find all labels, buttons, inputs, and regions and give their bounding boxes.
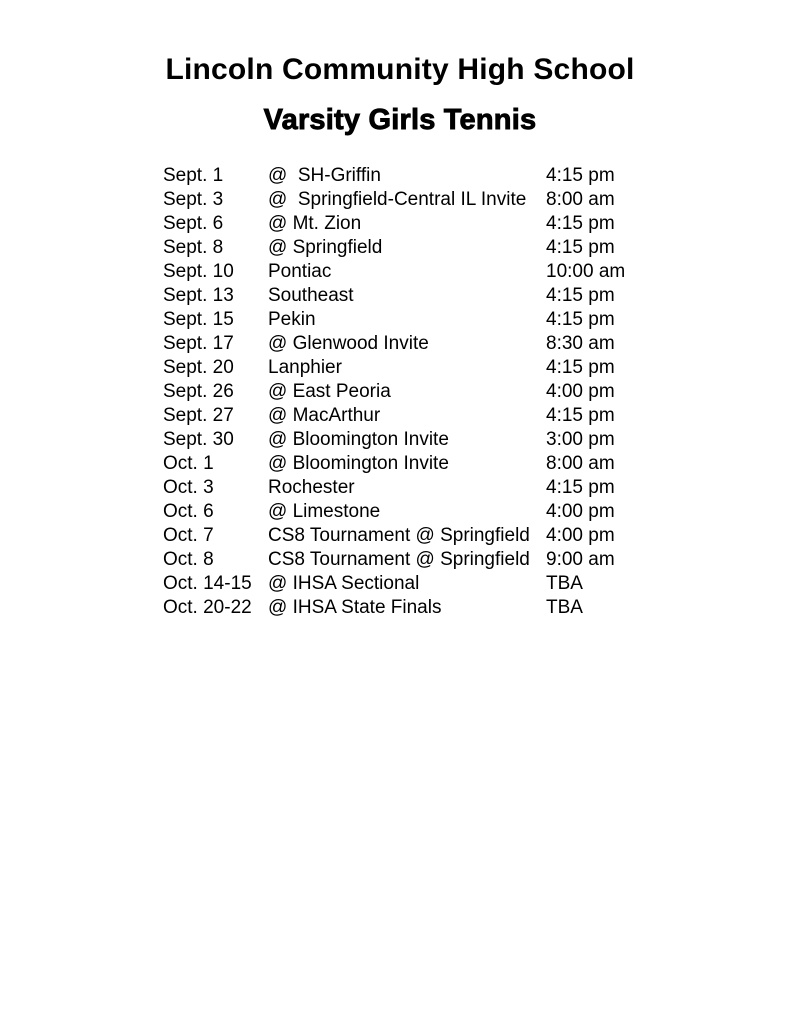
table-row [163,284,625,308]
date-cell: Sept. 10 [163,261,234,282]
time-cell: 4:15 pm [546,165,615,186]
time-cell: TBA [546,597,583,618]
date-cell: Sept. 3 [163,189,224,210]
table-row [163,260,625,284]
table-row [163,428,625,452]
table-row [163,236,625,260]
date-cell: Sept. 17 [163,333,234,354]
time-cell: 4:15 pm [546,285,615,306]
time-cell: 4:15 pm [546,405,615,426]
time-cell: 4:15 pm [546,213,615,234]
page-subtitle: Varsity Girls Tennis [263,104,537,136]
date-cell: Oct. 6 [163,501,214,522]
table-row [163,308,625,332]
time-cell: 8:00 am [546,189,615,210]
opponent-cell: @ Springfield-Central IL Invite [268,189,527,210]
time-cell: 4:15 pm [546,237,615,258]
opponent-cell: @ Bloomington Invite [268,429,449,450]
table-row [163,596,625,620]
page-title: Lincoln Community High School [165,53,635,86]
opponent-cell: @ Glenwood Invite [268,333,429,354]
opponent-cell: @ IHSA Sectional [268,573,420,594]
table-row [163,548,625,572]
table-row [163,188,625,212]
opponent-cell: @ East Peoria [268,381,391,402]
opponent-cell: Pekin [268,309,316,330]
table-row [163,332,625,356]
opponent-cell: @ SH-Griffin [268,165,381,186]
table-row [163,524,625,548]
opponent-cell: @ Mt. Zion [268,213,362,234]
table-row [163,572,625,596]
table-row [163,164,625,188]
time-cell: 4:15 pm [546,357,615,378]
time-cell: 9:00 am [546,549,615,570]
date-cell: Oct. 7 [163,525,214,546]
table-row [163,356,625,380]
opponent-cell: @ Limestone [268,501,381,522]
date-cell: Sept. 15 [163,309,234,330]
date-cell: Sept. 26 [163,381,234,402]
date-cell: Sept. 8 [163,237,224,258]
opponent-cell: Lanphier [268,357,342,378]
opponent-cell: @ IHSA State Finals [268,597,442,618]
opponent-cell: CS8 Tournament @ Springfield [268,549,530,570]
time-cell: 8:00 am [546,453,615,474]
table-row [163,212,625,236]
schedule-table [163,164,625,620]
date-cell: Sept. 27 [163,405,234,426]
time-cell: 4:15 pm [546,309,615,330]
time-cell: 4:00 pm [546,381,615,402]
opponent-cell: @ Bloomington Invite [268,453,449,474]
opponent-cell: CS8 Tournament @ Springfield [268,525,530,546]
date-cell: Sept. 20 [163,357,234,378]
date-cell: Oct. 3 [163,477,214,498]
time-cell: TBA [546,573,583,594]
time-cell: 4:00 pm [546,501,615,522]
time-cell: 8:30 am [546,333,615,354]
time-cell: 10:00 am [546,261,626,282]
time-cell: 4:00 pm [546,525,615,546]
date-cell: Oct. 1 [163,453,214,474]
table-row [163,380,625,404]
table-row [163,452,625,476]
table-row [163,500,625,524]
opponent-cell: @ MacArthur [268,405,381,426]
date-cell: Oct. 20-22 [163,597,252,618]
date-cell: Sept. 30 [163,429,234,450]
date-cell: Sept. 13 [163,285,234,306]
time-cell: 4:15 pm [546,477,615,498]
date-cell: Oct. 14-15 [163,573,252,594]
opponent-cell: @ Springfield [268,237,383,258]
date-cell: Sept. 6 [163,213,224,234]
opponent-cell: Pontiac [268,261,332,282]
time-cell: 3:00 pm [546,429,615,450]
opponent-cell: Southeast [268,285,354,306]
table-row [163,404,625,428]
table-row [163,476,625,500]
date-cell: Sept. 1 [163,165,224,186]
opponent-cell: Rochester [268,477,355,498]
date-cell: Oct. 8 [163,549,214,570]
